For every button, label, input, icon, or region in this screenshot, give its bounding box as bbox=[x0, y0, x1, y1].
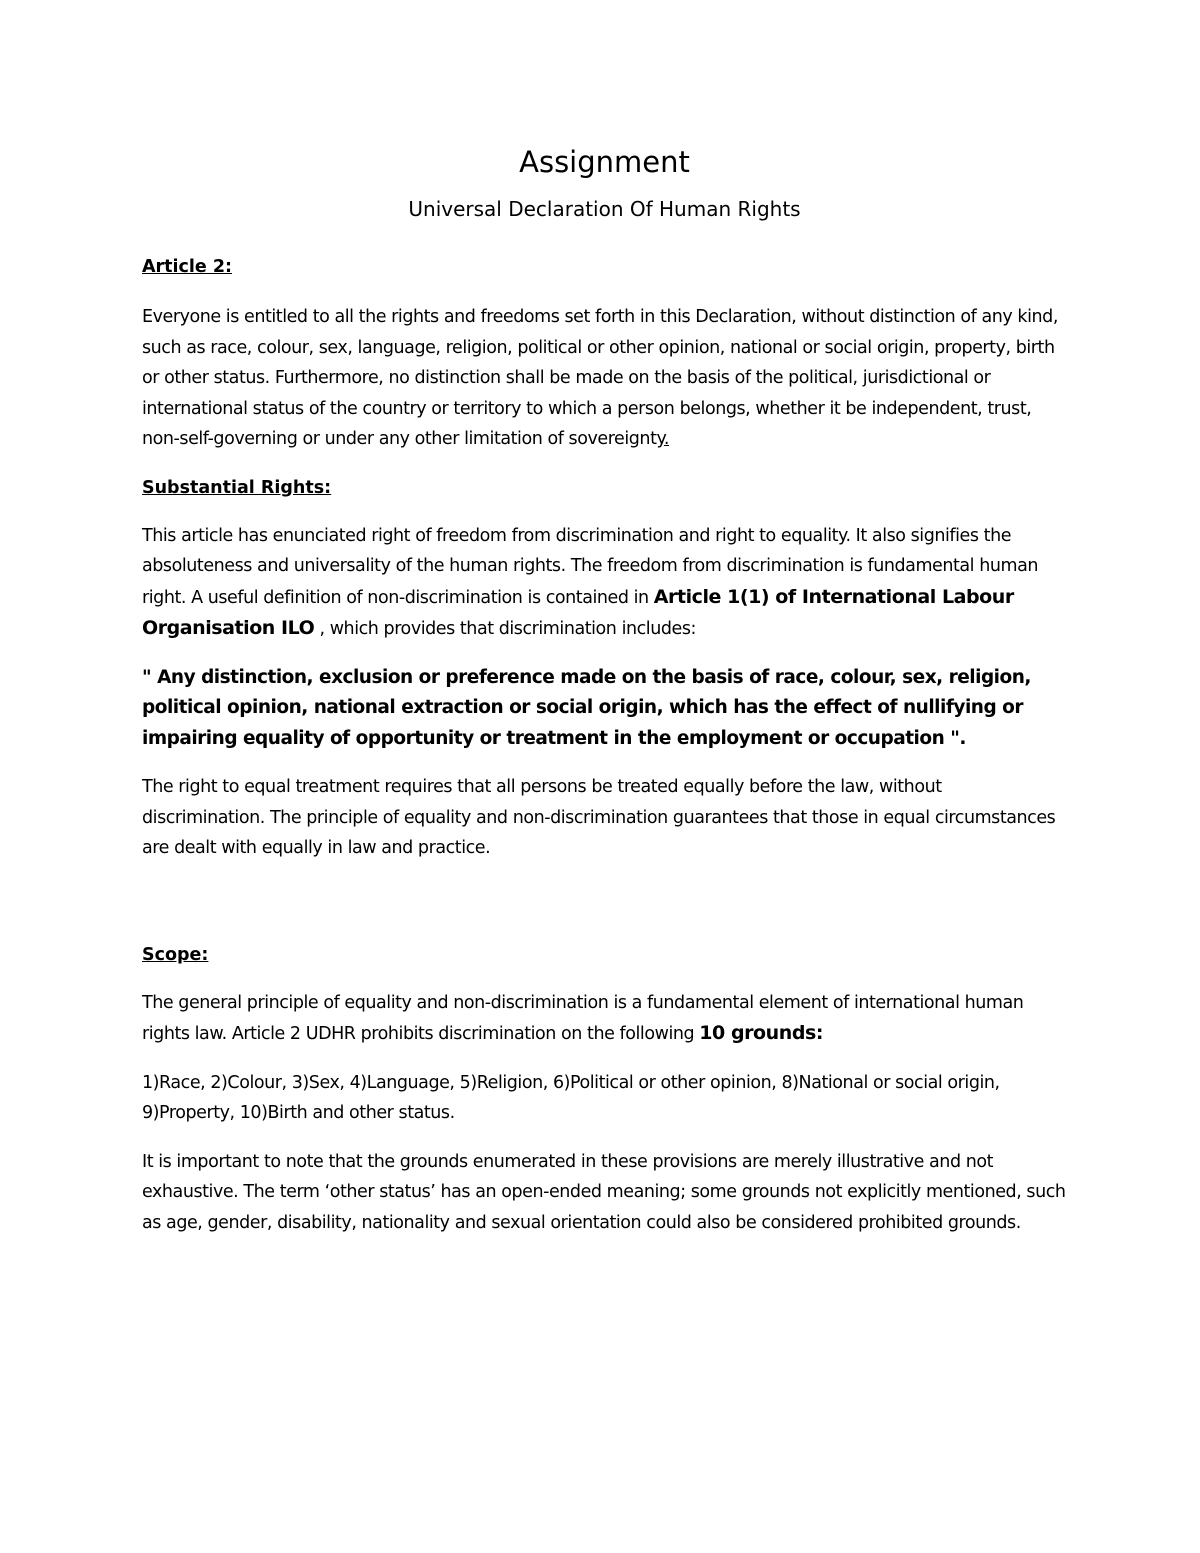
grounds-count: 10 grounds: bbox=[699, 1022, 823, 1044]
article-end-mark: . bbox=[663, 429, 670, 449]
scope-p1-text: The general principle of equality and non-discrimination is a fundamental element of international human rights law. Article 2 UDHR prohibits discrimination on the following bbox=[142, 992, 1024, 1044]
ilo-definition-quote: " Any distinction, exclusion or preference made on the basis of race, colour, sex, religion, political opinion, national extraction or social origin, which has the effect of nullifying or impairing equality of opportunity or treatment in the employment or occupation ". bbox=[142, 666, 1031, 749]
scope-paragraph-2: It is important to note that the grounds enumerated in these provisions are merely illustrative and not exhaustive. The term ‘other status’ has an open-ended meaning; some grounds not explicitly mentioned, such as age, gender, disability, nationality and sexual orientation could also be considered prohibited grounds. bbox=[142, 1151, 1066, 1233]
document-subtitle: Universal Declaration Of Human Rights bbox=[408, 197, 801, 221]
substantial-rights-heading: Substantial Rights: bbox=[142, 477, 332, 498]
substantial-paragraph-1 bbox=[142, 521, 1067, 645]
ilo-reference: Article 1(1) of International Labour Organisation ILO bbox=[142, 585, 1014, 639]
substantial-p1-tail: , which provides that discrimination includes: bbox=[314, 619, 696, 639]
scope-heading: Scope: bbox=[142, 944, 209, 965]
substantial-paragraph-2: The right to equal treatment requires that all persons be treated equally before the law, without discrimination. The principle of equality and non-discrimination guarantees that those in equal circumstances are dealt with equally in law and practice. bbox=[142, 777, 1056, 858]
spacer bbox=[142, 882, 1067, 940]
substantial-p1-text: This article has enunciated right of freedom from discrimination and right to equality. It also signifies the absoluteness and universality of the human rights. The freedom from discrimination is fundamental human right. A useful definition of non-discrimination is contained in bbox=[142, 525, 1039, 608]
article-heading: Article 2: bbox=[142, 257, 233, 277]
document-title: Assignment bbox=[519, 145, 690, 179]
grounds-list: 1)Race, 2)Colour, 3)Sex, 4)Language, 5)Religion, 6)Political or other opinion, 8)National or social origin, 9)Property, 10)Birth and other status. bbox=[142, 1072, 1000, 1123]
article-body: Everyone is entitled to all the rights and freedoms set forth in this Declaration, without distinction of any kind, such as race, colour, sex, language, religion, political or other opinion, national or social origin, property, birth or other status. Furthermore, no distinction shall be made on the basis of the political, jurisdictional or international status of the country or territory to which a person belongs, whether it be independent, trust, non-self-governing or under any other limitation of sovereignty bbox=[142, 307, 1058, 449]
article-text bbox=[142, 302, 1067, 455]
scope-paragraph-1 bbox=[142, 988, 1067, 1050]
document-body bbox=[142, 140, 1067, 1256]
